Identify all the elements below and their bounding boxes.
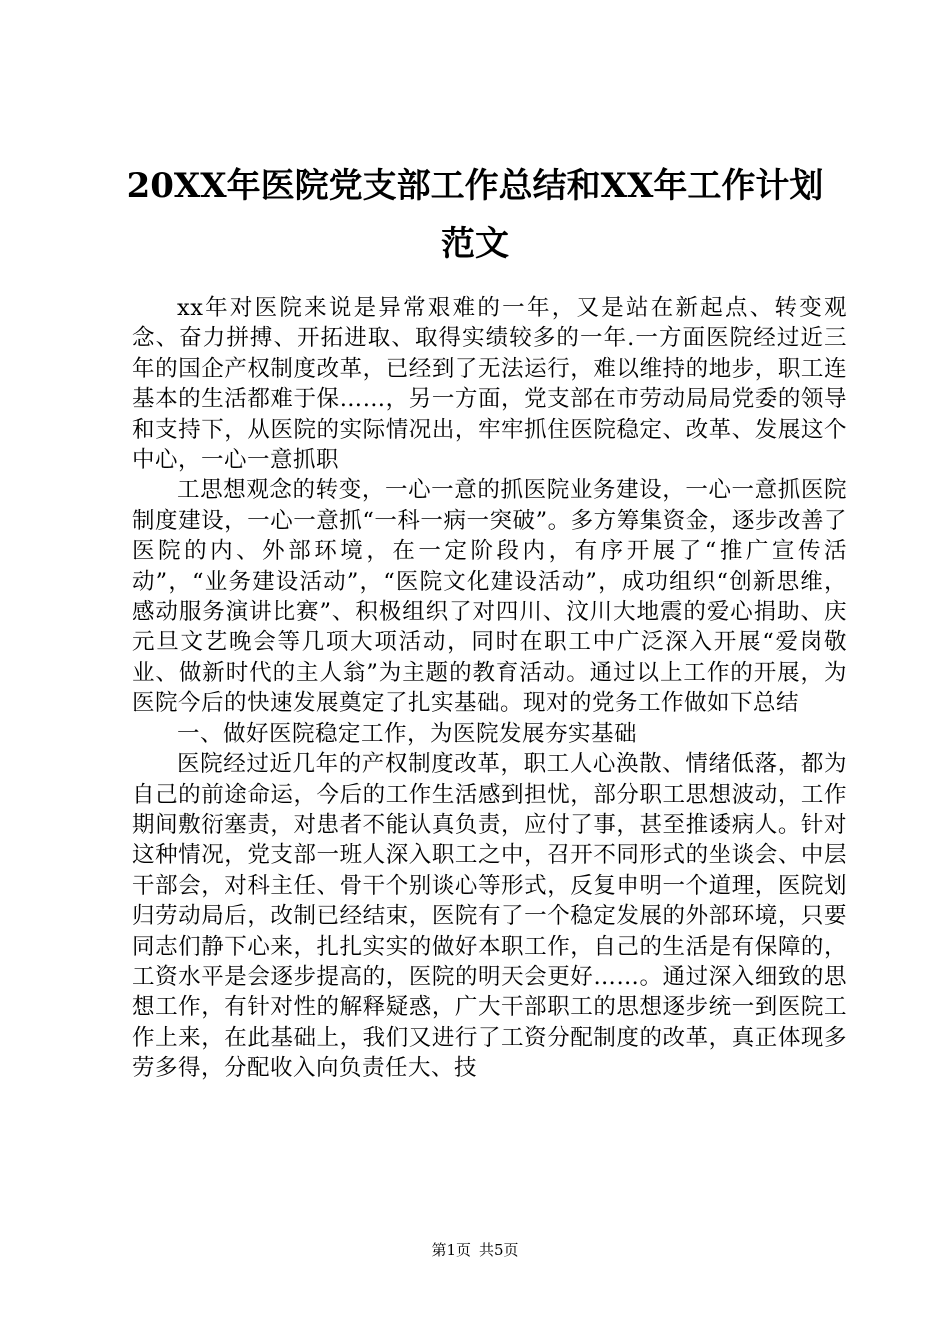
section-heading-1: 一、做好医院稳定工作，为医院发展夯实基础: [177, 720, 638, 747]
page-number: 第1页: [431, 1241, 471, 1259]
paragraph-intro: xx年对医院来说是异常艰难的一年，又是站在新起点、转变观念、奋力拼搏、开拓进取、取得实绩较多的一年.一方面医院经过近三年的国企产权制度改革，已经到了无法运行，难以维持的地步，职工连基本的生活都难于保……，另一方面，党支部在市劳动局局党委的领导和支持下，从医院的实际情况出，牢牢抓住医院稳定、改革、发展这个中心，一心一意抓职: [132, 295, 847, 474]
page-footer: [0, 1240, 950, 1260]
page-total: 共5页: [479, 1241, 519, 1259]
document-title-line-1: 20XX年医院党支部工作总结和XX年工作计划: [126, 166, 824, 206]
paragraph-summary: 工思想观念的转变，一心一意的抓医院业务建设，一心一意抓医院制度建设，一心一意抓“一科一病一突破”。多方筹集资金，逐步改善了医院的内、外部环境，在一定阶段内，有序开展了“推广宣传活动”，“业务建设活动”，“医院文化建设活动”，成功组织“创新思维，感动服务演讲比赛”、积极组织了对四川、汶川大地震的爱心捐助、庆元旦文艺晚会等几项大项活动，同时在职工中广泛深入开展“爱岗敬业、做新时代的主人翁”为主题的教育活动。通过以上工作的开展，为医院今后的快速发展奠定了扎实基础。现对的党务工作做如下总结: [132, 477, 847, 717]
document-title-line-2: 范文: [441, 224, 509, 264]
paragraph-section-1: 医院经过近几年的产权制度改革，职工人心涣散、情绪低落，都为自己的前途命运，今后的工作生活感到担忧，部分职工思想波动，工作期间敷衍塞责，对患者不能认真负责，应付了事，甚至推诿病人。针对这种情况，党支部一班人深入职工之中，召开不同形式的坐谈会、中层干部会，对科主任、骨干个别谈心等形式，反复申明一个道理，医院划归劳动局后，改制已经结束，医院有了一个稳定发展的外部环境，只要同志们静下心来，扎扎实实的做好本职工作，自己的生活是有保障的，工资水平是会逐步提高的，医院的明天会更好……。通过深入细致的思想工作，有针对性的解释疑惑，广大干部职工的思想逐步统一到医院工作上来，在此基础上，我们又进行了工资分配制度的改革，真正体现多劳多得，分配收入向负责任大、技: [132, 751, 847, 1082]
document-body: [132, 293, 847, 1084]
